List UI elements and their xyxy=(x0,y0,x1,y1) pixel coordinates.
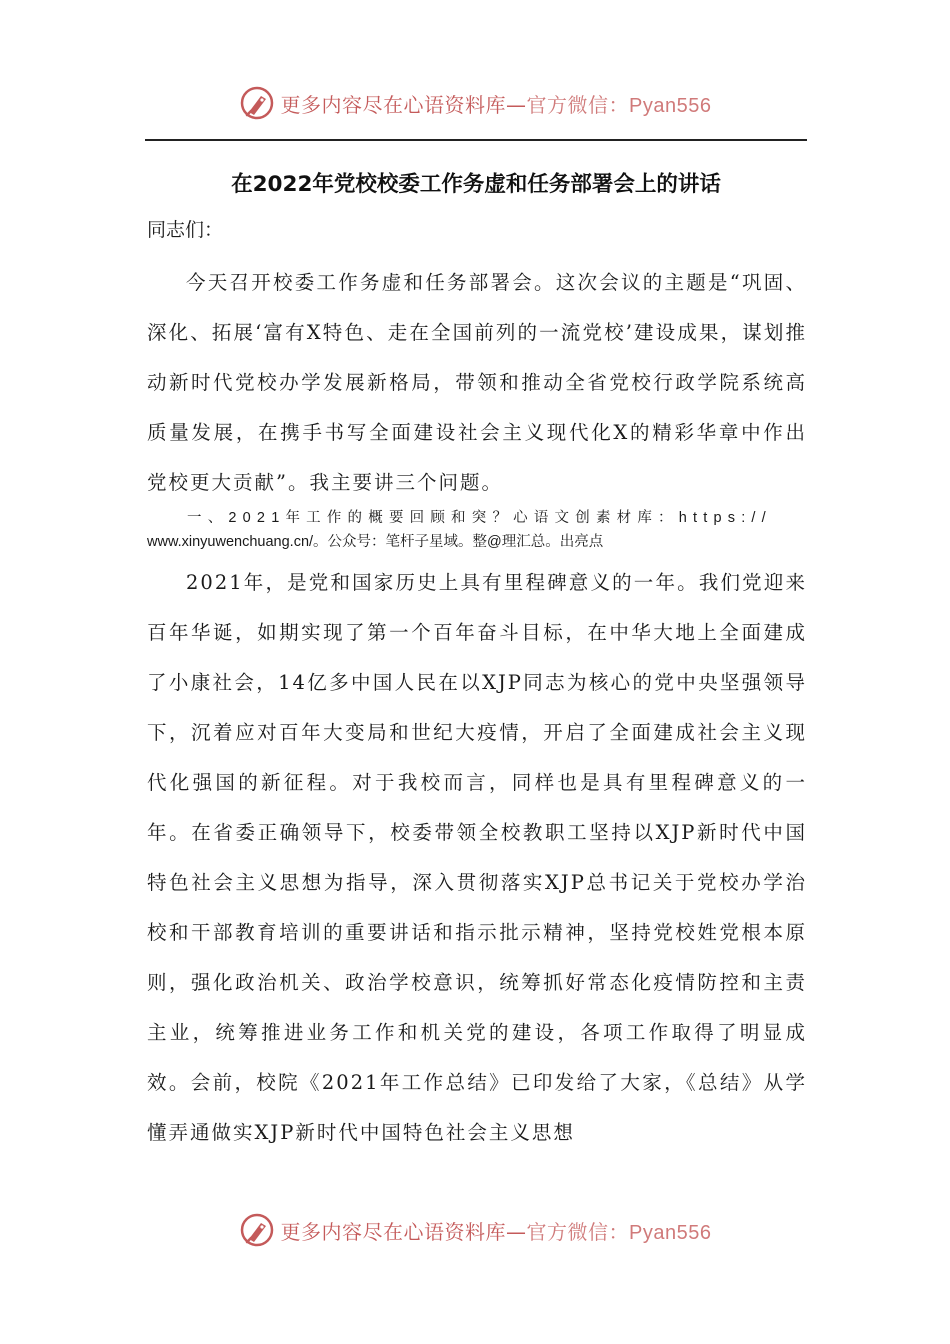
footer-banner-dash: — xyxy=(506,1219,527,1244)
footer-banner xyxy=(0,1210,950,1250)
footer-banner-wechat-id: Pyan556 xyxy=(629,1221,712,1244)
header-divider xyxy=(145,139,807,141)
header-banner xyxy=(0,83,950,123)
footer-banner-main-text: 更多内容尽在心语资料库 xyxy=(280,1219,507,1244)
section-heading-line-2: www.xinyuwenchuang.cn/。公众号：笔杆子星域。整@理汇总。出亮点 xyxy=(147,534,604,550)
salutation: 同志们： xyxy=(147,219,224,241)
banner-wechat-id: Pyan556 xyxy=(629,94,712,117)
banner-dash: — xyxy=(506,92,527,117)
header-banner-text xyxy=(281,89,712,118)
document-title: 在2022年党校校委工作务虚和任务部署会上的讲话 xyxy=(231,172,721,197)
banner-label: 官方微信： xyxy=(526,92,630,117)
pen-nib-logo-icon xyxy=(239,85,275,121)
section-heading-1 xyxy=(147,506,807,554)
paragraph-review: 2021年，是党和国家历史上具有里程碑意义的一年。我们党迎来百年华诞，如期实现了第一个百年奋斗目标，在中华大地上全面建成了小康社会，14亿多中国人民在以XJP同志为核心的党中央坚强领导下，沉着应对百年大变局和世纪大疫情，开启了全面建成社会主义现代化强国的新征程。对于我校而言，同样也是具有里程碑意义的一年。在省委正确领导下，校委带领全校教职工坚持以XJP新时代中国特色社会主义思想为指导，深入贯彻落实XJP总书记关于党校办学治校和干部教育培训的重要讲话和指示批示精神，坚持党校姓党根本原则，强化政治机关、政治学校意识，统筹抓好常态化疫情防控和主责主业，统筹推进业务工作和机关党的建设，各项工作取得了明显成效。会前，校院《2021年工作总结》已印发给了大家，《总结》从学懂弄通做实XJP新时代中国特色社会主义思想 xyxy=(147,571,807,1144)
pen-nib-logo-icon xyxy=(239,1212,275,1248)
footer-banner-label: 官方微信： xyxy=(526,1219,630,1244)
footer-banner-text xyxy=(281,1216,712,1245)
section-heading-line-1: 一、2021年工作的概要回顾和突？心语文创素材库：https:// xyxy=(187,510,772,526)
banner-main-text: 更多内容尽在心语资料库 xyxy=(280,92,507,117)
paragraph-intro: 今天召开校委工作务虚和任务部署会。这次会议的主题是“巩固、深化、拓展‘富有X特色、走在全国前列的一流党校’建设成果，谋划推动新时代党校办学发展新格局，带领和推动全省党校行政学院系统高质量发展，在携手书写全面建设社会主义现代化X的精彩华章中作出党校更大贡献”。我主要讲三个问题。 xyxy=(147,271,807,494)
